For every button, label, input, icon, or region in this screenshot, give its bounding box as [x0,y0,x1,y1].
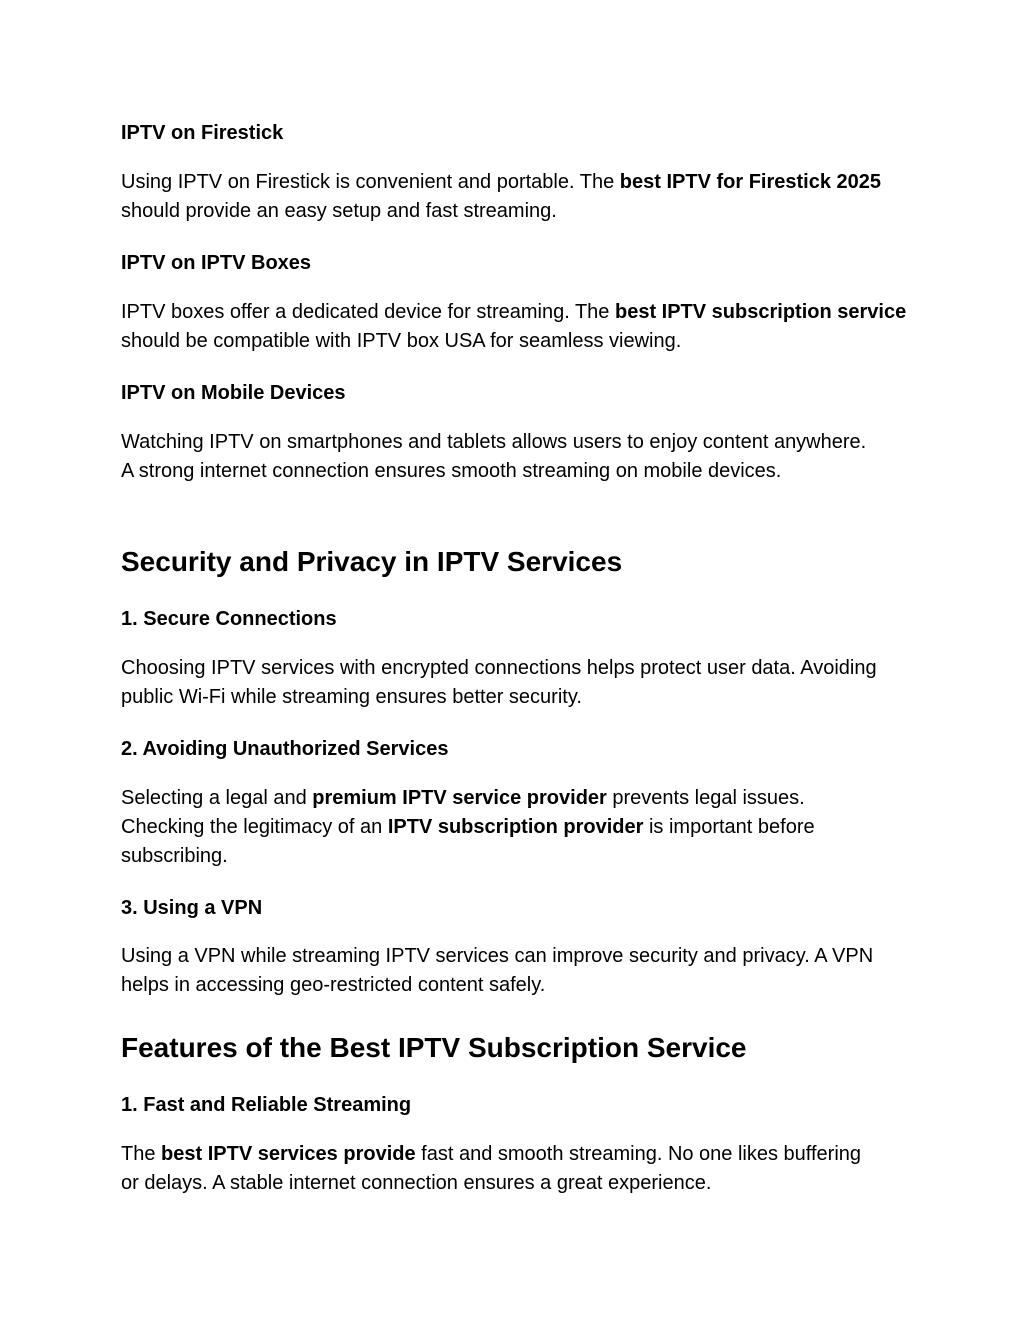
bold-text: best IPTV services provide [161,1143,416,1165]
text: is important before subscribing. [121,816,815,867]
heading-iptv-on-firestick: IPTV on Firestick [121,122,284,144]
text: Using IPTV on Firestick is convenient and portable. The [121,171,620,193]
text: Watching IPTV on smartphones and tablets allows users to enjoy content anywhere. A strong internet connection ensures smooth streaming on mobile devices. [121,431,867,482]
text: Choosing IPTV services with encrypted connections helps protect user data. Avoiding public Wi-Fi while streaming ensures better security. [121,657,877,708]
text: should be compatible with IPTV box USA for seamless viewing. [121,330,682,352]
text: IPTV boxes offer a dedicated device for streaming. The [121,301,615,323]
bold-text: IPTV subscription provider [387,816,644,838]
heading-using-a-vpn: 3. Using a VPN [121,897,263,919]
paragraph-secure-connections [121,654,881,712]
bold-text: premium IPTV service provider [312,787,607,809]
paragraph-avoiding-unauthorized [121,784,891,871]
text: prevents legal issues. Checking the legitimacy of an [121,787,805,838]
paragraph-using-a-vpn [121,942,911,1000]
text: fast and smooth streaming. No one likes buffering or delays. A stable internet connection ensures a great experience. [121,1143,862,1194]
heading-fast-and-reliable-streaming: 1. Fast and Reliable Streaming [121,1094,412,1116]
text: should provide an easy setup and fast streaming. [121,200,557,222]
text: Using a VPN while streaming IPTV services can improve security and privacy. A VPN helps in accessing geo-restricted content safely. [121,945,874,996]
heading-security-and-privacy: Security and Privacy in IPTV Services [121,546,623,577]
heading-iptv-on-iptv-boxes: IPTV on IPTV Boxes [121,252,312,274]
heading-features-of-best-iptv: Features of the Best IPTV Subscription Service [121,1032,747,1063]
text: The [121,1143,162,1165]
paragraph-fast-and-reliable [121,1140,881,1198]
text: Selecting a legal and [121,787,313,809]
heading-avoiding-unauthorized-services: 2. Avoiding Unauthorized Services [121,738,449,760]
heading-secure-connections: 1. Secure Connections [121,608,337,630]
bold-text: best IPTV subscription service [614,301,907,323]
paragraph-mobile [121,428,881,486]
heading-iptv-on-mobile-devices: IPTV on Mobile Devices [121,382,346,404]
bold-text: best IPTV for Firestick 2025 [619,171,882,193]
paragraph-firestick [121,168,911,226]
paragraph-boxes [121,298,911,356]
